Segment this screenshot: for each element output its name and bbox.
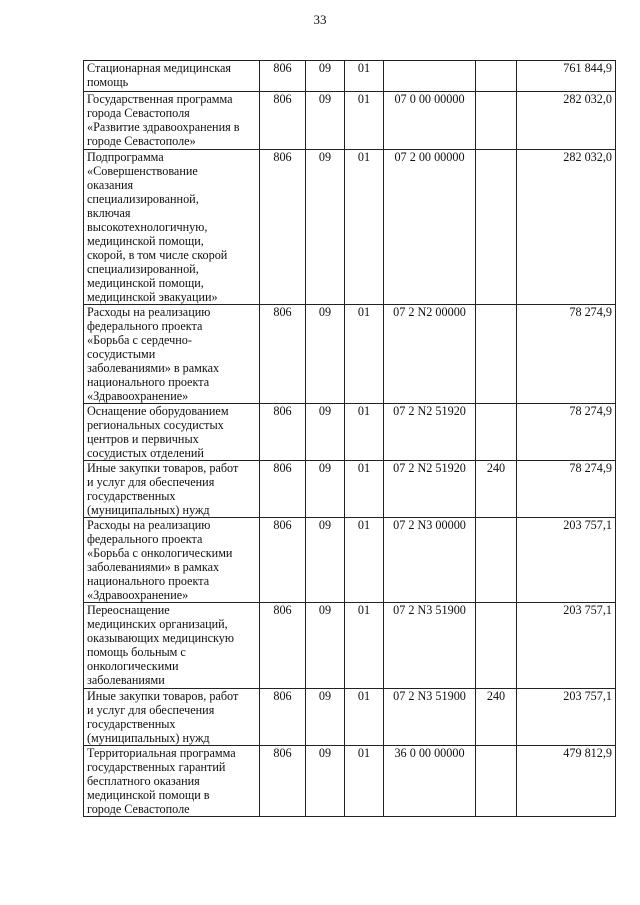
section-code-cell: 09 [306,404,345,461]
target-article-cell: 07 2 N3 51900 [384,603,476,689]
section-code-cell: 09 [306,746,345,817]
subsection-code-cell: 01 [345,92,384,150]
target-article-cell: 36 0 00 00000 [384,746,476,817]
subsection-code-cell: 01 [345,150,384,305]
row-name-cell: Расходы на реализацию федерального проекта «Борьба с сердечно- сосудистыми заболеваниями» в рамках национального проекта «Здравоохранение» [84,305,260,404]
expense-type-cell [476,746,517,817]
expense-type-cell [476,603,517,689]
amount-cell: 203 757,1 [517,518,616,603]
ministry-code-cell: 806 [260,61,306,92]
row-name-cell: Оснащение оборудованием региональных сосудистых центров и первичных сосудистых отделений [84,404,260,461]
budget-table-body [84,61,616,817]
target-article-cell: 07 2 N3 51900 [384,689,476,746]
amount-cell: 761 844,9 [517,61,616,92]
ministry-code-cell: 806 [260,461,306,518]
table-row [84,61,616,92]
expense-type-cell: 240 [476,461,517,518]
ministry-code-cell: 806 [260,150,306,305]
target-article-cell: 07 2 N2 51920 [384,461,476,518]
row-name-cell: Переоснащение медицинских организаций, оказывающих медицинскую помощь больным с онкологическими заболеваниями [84,603,260,689]
row-name-cell: Иные закупки товаров, работ и услуг для обеспечения государственных (муниципальных) нужд [84,461,260,518]
table-row [84,518,616,603]
target-article-cell: 07 2 00 00000 [384,150,476,305]
subsection-code-cell: 01 [345,404,384,461]
table-row [84,92,616,150]
subsection-code-cell: 01 [345,518,384,603]
ministry-code-cell: 806 [260,404,306,461]
expense-type-cell [476,518,517,603]
row-name-cell: Подпрограмма «Совершенствование оказания специализированной, включая высокотехнологичную, медицинской помощи, скорой, в том числе скорой специализированной, медицинской помощи, медицинской эвакуации» [84,150,260,305]
expense-type-cell: 240 [476,689,517,746]
amount-cell: 203 757,1 [517,689,616,746]
budget-table [83,60,616,817]
subsection-code-cell: 01 [345,305,384,404]
table-row [84,746,616,817]
ministry-code-cell: 806 [260,305,306,404]
table-row [84,305,616,404]
subsection-code-cell: 01 [345,61,384,92]
subsection-code-cell: 01 [345,461,384,518]
row-name-cell: Территориальная программа государственных гарантий бесплатного оказания медицинской помощи в городе Севастополе [84,746,260,817]
target-article-cell: 07 2 N2 00000 [384,305,476,404]
row-name-cell: Государственная программа города Севастополя «Развитие здравоохранения в городе Севастополе» [84,92,260,150]
target-article-cell: 07 0 00 00000 [384,92,476,150]
table-row [84,461,616,518]
section-code-cell: 09 [306,518,345,603]
target-article-cell: 07 2 N3 00000 [384,518,476,603]
section-code-cell: 09 [306,461,345,518]
target-article-cell: 07 2 N2 51920 [384,404,476,461]
ministry-code-cell: 806 [260,689,306,746]
amount-cell: 78 274,9 [517,404,616,461]
table-row [84,689,616,746]
expense-type-cell [476,150,517,305]
section-code-cell: 09 [306,150,345,305]
amount-cell: 78 274,9 [517,461,616,518]
row-name-cell: Стационарная медицинская помощь [84,61,260,92]
expense-type-cell [476,305,517,404]
section-code-cell: 09 [306,603,345,689]
ministry-code-cell: 806 [260,746,306,817]
expense-type-cell [476,92,517,150]
amount-cell: 282 032,0 [517,150,616,305]
page-number: 33 [313,12,327,27]
section-code-cell: 09 [306,92,345,150]
section-code-cell: 09 [306,305,345,404]
section-code-cell: 09 [306,689,345,746]
expense-type-cell [476,404,517,461]
subsection-code-cell: 01 [345,603,384,689]
section-code-cell: 09 [306,61,345,92]
table-row [84,404,616,461]
row-name-cell: Расходы на реализацию федерального проекта «Борьба с онкологическими заболеваниями» в рамках национального проекта «Здравоохранение» [84,518,260,603]
amount-cell: 282 032,0 [517,92,616,150]
ministry-code-cell: 806 [260,518,306,603]
ministry-code-cell: 806 [260,603,306,689]
subsection-code-cell: 01 [345,689,384,746]
table-row [84,150,616,305]
expense-type-cell [476,61,517,92]
row-name-cell: Иные закупки товаров, работ и услуг для обеспечения государственных (муниципальных) нужд [84,689,260,746]
ministry-code-cell: 806 [260,92,306,150]
subsection-code-cell: 01 [345,746,384,817]
table-row [84,603,616,689]
amount-cell: 203 757,1 [517,603,616,689]
amount-cell: 479 812,9 [517,746,616,817]
target-article-cell [384,61,476,92]
amount-cell: 78 274,9 [517,305,616,404]
